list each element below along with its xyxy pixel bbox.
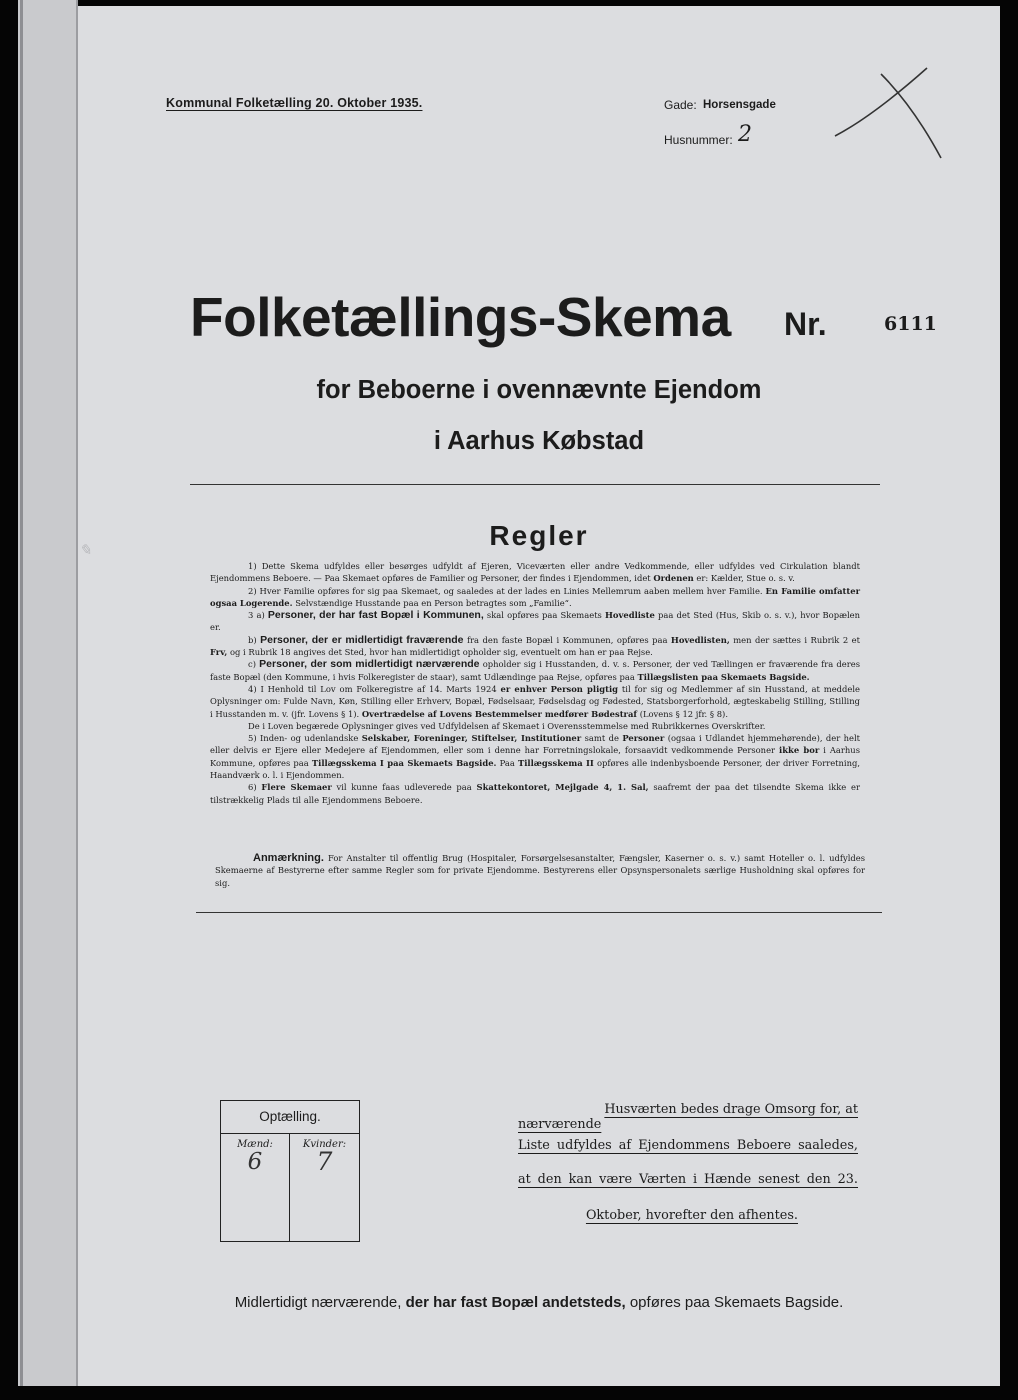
rules-heading: Regler	[489, 520, 589, 551]
binding-spine-edge	[20, 0, 23, 1386]
handwritten-cross-mark	[833, 66, 943, 166]
tally-divider-horizontal	[221, 1133, 359, 1134]
street-value: Horsensgade	[703, 99, 776, 111]
tally-women-label: Kvinder:	[302, 1139, 347, 1150]
tally-women-value: 7	[316, 1147, 333, 1176]
rule-4: 4) I Henhold til Lov om Folkeregistre af 14. Marts 1924 er enhver Person pligtig til for sig og Medlemmer af sin Husstand, at meddele Oplysninger om: Fulde Navn, Køn, Stilling eller Erhverv, Bopæl, Fødselsaar, Fødselsdag og Fødested, Statsborgerforhold, ægteskabelig Stilling, Stilling i Husstanden m. v. (jfr. Lovens § 1). Overtrædelse af Lovens Bestemmelser medfører Bødestraf (Lovens § 12 jfr. § 8).	[210, 683, 860, 719]
form-subtitle-city: i Aarhus Købstad	[433, 427, 645, 455]
landlord-notice-line-4: Oktober, hvorefter den afhentes.	[585, 1208, 798, 1223]
rules-section	[210, 560, 860, 806]
house-number-label: Husnummer:	[664, 133, 733, 147]
binding-spine	[18, 0, 78, 1386]
tally-title: Optælling.	[259, 1109, 321, 1124]
form-subtitle: for Beboerne i ovennævnte Ejendom	[316, 376, 762, 404]
landlord-notice-line-2: Liste udfyldes af Ejendommens Beboere saaledes,	[518, 1138, 858, 1153]
rule-5: 5) Inden- og udenlandske Selskaber, Foreninger, Stiftelser, Institutioner samt de Personer (ogsaa i Udlandet hjemmehørende), der helt eller delvis er Ejere eller Medejere af Ejendommen, eller som i denne har Forretningslokale, forsaavidt vedkommende Personer ikke bor i Aarhus Kommune, opføres paa Tillægsskema I paa Skemaets Bagside. Paa Tillægsskema II opføres alle indenbysboende Personer, der driver Forretning, Haandværk o. l. i Ejendommen.	[210, 733, 861, 781]
rule-1: 1) Dette Skema udfyldes eller besørges udfyldt af Ejeren, Viceværten eller andre Vedkommende, eller udfyldes ved Cirkulation blandt Ejendommens Beboere. — Paa Skemaet opføres de Familier og Personer, der findes i Ejendommen, idet Ordenen er: Kælder, Stue o. s. v.	[210, 561, 860, 584]
census-header: Kommunal Folketælling 20. Oktober 1935.	[166, 96, 423, 110]
bleed-through-handwriting: ✎	[79, 541, 92, 559]
form-title: Folketællings-Skema	[190, 286, 731, 348]
form-number: 6111	[884, 313, 937, 335]
landlord-notice-line-3: at den kan være Værten i Hænde senest den 23.	[518, 1172, 858, 1187]
tally-men-label: Mænd:	[237, 1139, 273, 1150]
divider-bottom	[196, 912, 882, 913]
rule-4b: De i Loven begærede Oplysninger gives ved Udfyldelsen af Skemaet i Overensstemmelse med Rubrikkernes Overskrifter.	[248, 720, 766, 731]
rule-3b: b) Personer, der er midlertidigt fraværende fra den faste Bopæl i Kommunen, opføres paa Hovedlisten, men der sættes i Rubrik 2 et Frv, og i Rubrik 18 angives det Sted, hvor han midlertidigt opholder sig, eventuelt om han er paa Rejse.	[210, 633, 860, 658]
rule-2: 2) Hver Familie opføres for sig paa Skemaet, og saaledes at der lades en Linies Mellemrum aaben mellem hver Familie. En Familie omfatter ogsaa Logerende. Selvstændige Husstande paa en Person betragtes som „Familie“.	[210, 585, 860, 608]
rule-3c: c) Personer, der som midlertidigt nærværende opholder sig i Husstanden, d. v. s. Personer, der ved Tællingen er fraværende fra deres faste Bopæl (den Kommune, i hvis Folkeregister de staar), samt Udlændinge paa Rejse, opføres paa Tillægslisten paa Skemaets Bagside.	[210, 658, 860, 682]
street-label: Gade:	[664, 98, 697, 112]
footer-instruction: Midlertidigt nærværende, der har fast Bopæl andetsteds, opføres paa Skemaets Bagside.	[234, 1294, 844, 1311]
form-number-label: Nr.	[784, 306, 827, 342]
tally-men-value: 6	[247, 1149, 263, 1175]
house-number-value: 2	[738, 122, 752, 147]
tally-box	[220, 1100, 360, 1242]
rule-6: 6) Flere Skemaer vil kunne faas udleverede paa Skattekontoret, Mejlgade 4, 1. Sal, saafremt der paa det tilsendte Skema ikke er tilstrækkelig Plads til alle Ejendommens Beboere.	[210, 782, 860, 805]
remark-section	[215, 852, 865, 889]
remark-heading: Anmærkning.	[253, 852, 324, 864]
census-form-page	[78, 6, 1000, 1386]
rule-3a: 3 a) Personer, der har fast Bopæl i Kommunen, skal opføres paa Skemaets Hovedliste paa det Sted (Hus, Skib o. s. v.), hvor Bopælen er.	[210, 609, 860, 633]
divider-top	[190, 484, 880, 485]
landlord-notice-line-1: Husværten bedes drage Omsorg for, at nærværende	[518, 1102, 858, 1132]
remark-text: For Anstalter til offentlig Brug (Hospitaler, Forsørgelsesanstalter, Fængsler, Kaserner o. s. v.) samt Hoteller o. l. udfyldes Skemaerne af Bestyrerne efter samme Regler som for private Ejendomme. Bestyrerens eller Opsynspersonalets særlige Husholdning skal opføres for sig.	[215, 853, 865, 888]
